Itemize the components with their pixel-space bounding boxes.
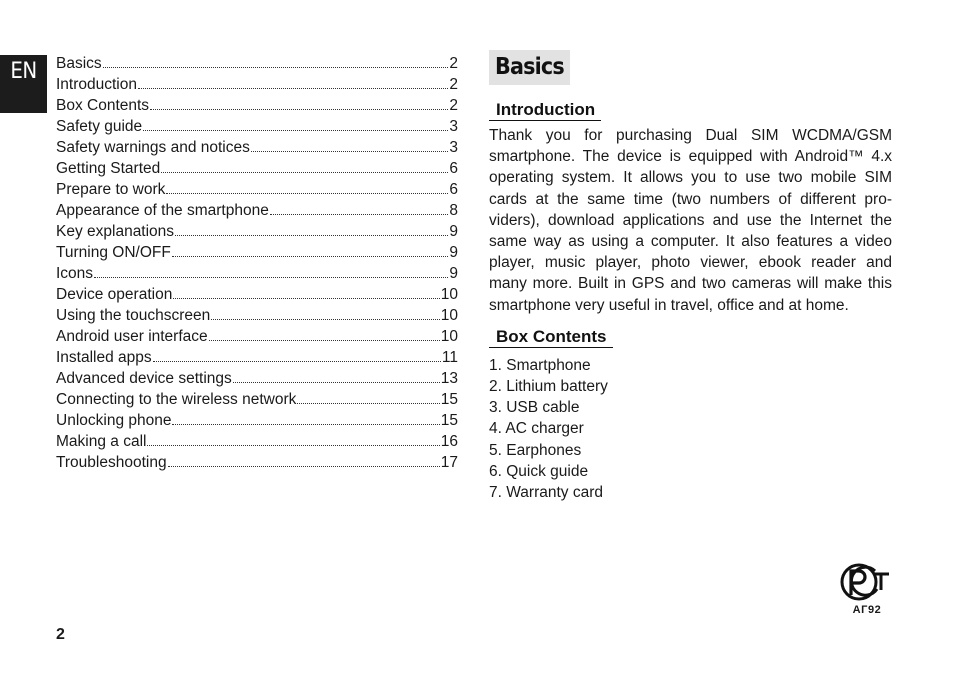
toc-leader xyxy=(168,461,440,467)
toc-title: Connecting to the wireless network xyxy=(56,391,297,408)
introduction-heading: Introduction xyxy=(489,100,601,121)
toc-item[interactable] xyxy=(56,116,458,137)
toc-page: 15 xyxy=(440,412,458,429)
toc-page: 3 xyxy=(449,118,458,135)
introduction-text: Thank you for purchasing Dual SIM WCDMA/GSM smartphone. The device is equipped with Android™ 4.x operating system. It allows you to use two mobile SIM cards at the same time (two numbers of different providers), download applications and use the Internet the same way as using a computer. It also features a video player, music player, photo viewer, ebook reader and many more. Built in GPS and two cameras will make this smartphone very useful in travel, office and at home. xyxy=(489,127,892,314)
toc-item[interactable] xyxy=(56,452,458,473)
toc-page: 9 xyxy=(449,244,458,261)
toc-title: Introduction xyxy=(56,76,137,93)
toc-item[interactable] xyxy=(56,179,458,200)
section-title: Basics xyxy=(489,50,570,85)
toc-page: 10 xyxy=(440,307,458,324)
toc-page: 6 xyxy=(449,181,458,198)
list-item: 6. Quick guide xyxy=(489,462,589,480)
toc-title: Making a call xyxy=(56,433,147,450)
toc-item[interactable] xyxy=(56,200,458,221)
toc-title: Turning ON/OFF xyxy=(56,244,171,261)
toc-page: 2 xyxy=(449,76,458,93)
toc-title: Android user interface xyxy=(56,328,208,345)
toc-title: Troubleshooting xyxy=(56,454,167,471)
toc-leader xyxy=(173,293,439,299)
toc-page: 3 xyxy=(449,139,458,156)
table-of-contents xyxy=(56,53,458,473)
toc-page: 9 xyxy=(449,223,458,240)
toc-leader xyxy=(251,146,449,152)
toc-title: Appearance of the smartphone xyxy=(56,202,269,219)
toc-item[interactable] xyxy=(56,263,458,284)
toc-title: Safety warnings and notices xyxy=(56,139,250,156)
toc-item[interactable] xyxy=(56,431,458,452)
box-contents-list xyxy=(489,355,892,503)
toc-leader xyxy=(138,83,448,89)
toc-item[interactable] xyxy=(56,74,458,95)
toc-leader xyxy=(161,167,448,173)
toc-title: Key explanations xyxy=(56,223,175,240)
toc-page: 9 xyxy=(449,265,458,282)
toc-title: Advanced device settings xyxy=(56,370,232,387)
toc-page: 2 xyxy=(449,97,458,114)
toc-title: Box Contents xyxy=(56,97,150,114)
toc-leader xyxy=(94,272,448,278)
list-item: 7. Warranty card xyxy=(489,484,603,502)
toc-item[interactable] xyxy=(56,242,458,263)
toc-leader xyxy=(103,62,449,68)
toc-title: Basics xyxy=(56,55,102,72)
toc-page: 2 xyxy=(449,55,458,72)
toc-item[interactable] xyxy=(56,368,458,389)
list-item: 4. AC charger xyxy=(489,420,584,438)
page-number: 2 xyxy=(56,626,65,643)
basics-section xyxy=(489,50,892,503)
toc-page: 10 xyxy=(440,286,458,303)
toc-leader xyxy=(172,251,449,257)
toc-page: 15 xyxy=(440,391,458,408)
toc-title: Prepare to work xyxy=(56,181,166,198)
toc-title: Safety guide xyxy=(56,118,143,135)
toc-item[interactable] xyxy=(56,95,458,116)
toc-item[interactable] xyxy=(56,137,458,158)
toc-item[interactable] xyxy=(56,158,458,179)
toc-leader xyxy=(233,377,440,383)
toc-leader xyxy=(143,125,448,131)
toc-item[interactable] xyxy=(56,410,458,431)
toc-leader xyxy=(209,335,440,341)
toc-page: 6 xyxy=(449,160,458,177)
toc-leader xyxy=(172,419,439,425)
toc-title: Using the touchscreen xyxy=(56,307,211,324)
language-tab: EN xyxy=(0,55,47,113)
toc-leader xyxy=(153,356,441,362)
toc-item[interactable] xyxy=(56,284,458,305)
toc-title: Device operation xyxy=(56,286,173,303)
list-item: 3. USB cable xyxy=(489,399,580,417)
certification-code: АГ92 xyxy=(852,604,882,616)
toc-page: 17 xyxy=(440,454,458,471)
toc-leader xyxy=(147,440,439,446)
toc-leader xyxy=(270,209,449,215)
toc-title: Unlocking phone xyxy=(56,412,172,429)
toc-item[interactable] xyxy=(56,389,458,410)
toc-leader xyxy=(166,188,448,194)
toc-item[interactable] xyxy=(56,326,458,347)
toc-page: 16 xyxy=(440,433,458,450)
toc-page: 10 xyxy=(440,328,458,345)
toc-title: Icons xyxy=(56,265,94,282)
list-item: 5. Earphones xyxy=(489,441,582,459)
toc-leader xyxy=(297,398,439,404)
toc-page: 11 xyxy=(441,349,458,366)
toc-leader xyxy=(211,314,440,320)
toc-item[interactable] xyxy=(56,53,458,74)
list-item: 2. Lithium battery xyxy=(489,378,608,396)
list-item: 1. Smartphone xyxy=(489,356,591,374)
toc-title: Installed apps xyxy=(56,349,152,366)
toc-item[interactable] xyxy=(56,305,458,326)
toc-item[interactable] xyxy=(56,347,458,368)
toc-leader xyxy=(175,230,448,236)
box-contents-heading: Box Contents xyxy=(489,327,613,348)
toc-leader xyxy=(150,104,448,110)
toc-page: 8 xyxy=(449,202,458,219)
toc-title: Getting Started xyxy=(56,160,161,177)
toc-item[interactable] xyxy=(56,221,458,242)
toc-page: 13 xyxy=(440,370,458,387)
